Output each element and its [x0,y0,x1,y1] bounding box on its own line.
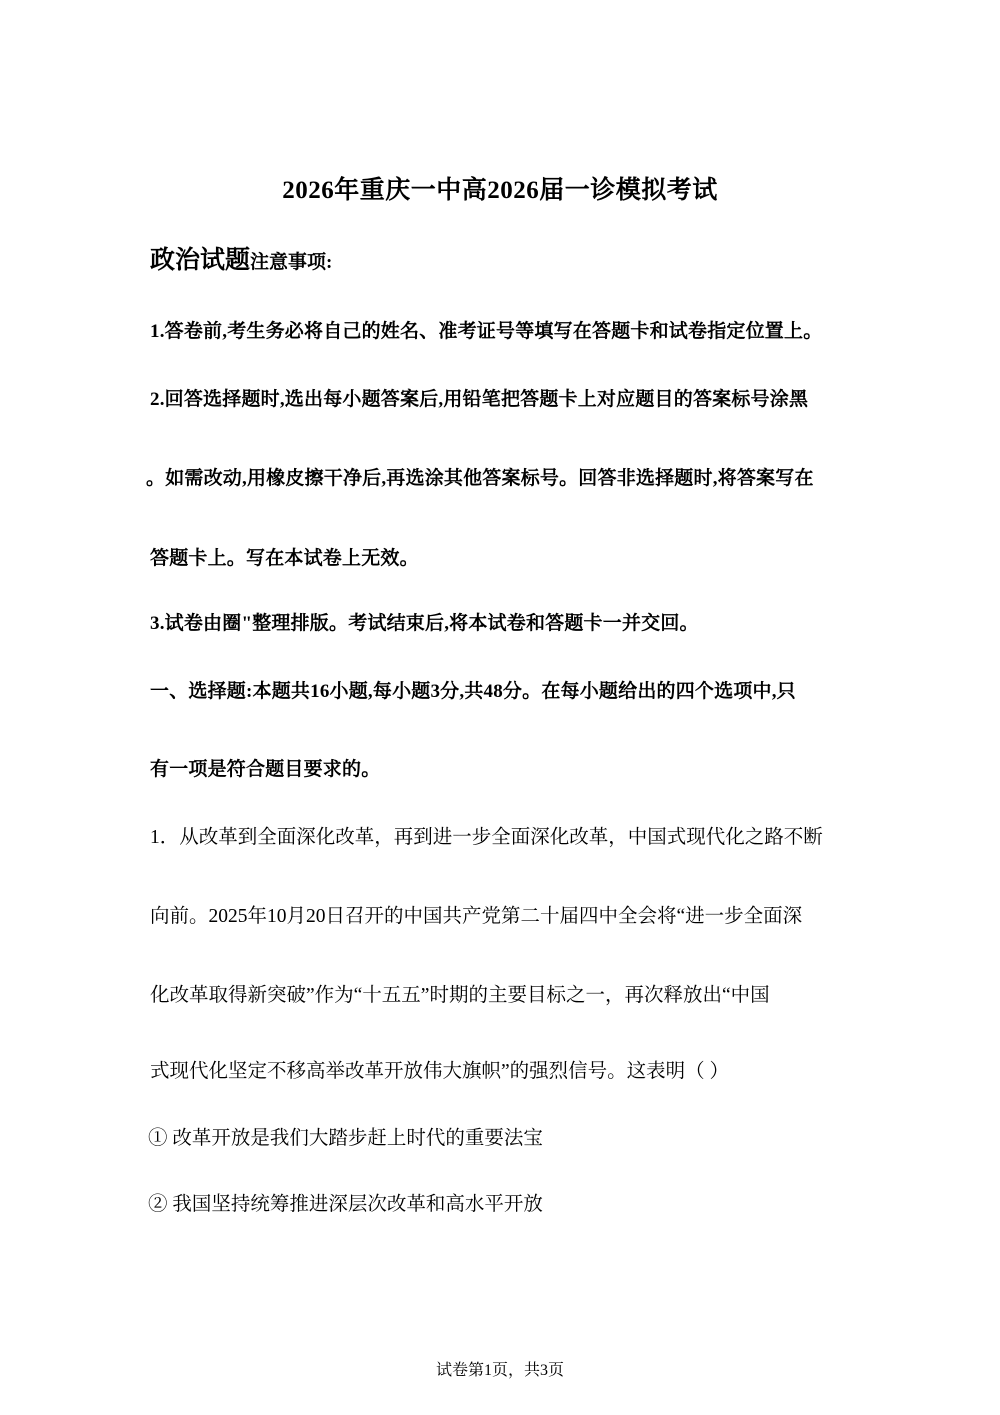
question-1-line-3: 化改革取得新突破”作为“十五五”时期的主要目标之一，再次释放出“中国 [150,985,770,1006]
question-1-line-1: 1．从改革到全面深化改革，再到进一步全面深化改革，中国式现代化之路不断 [150,827,823,848]
page-footer: 试卷第1页，共3页 [435,1362,564,1379]
option-2: ② 我国坚持统筹推进深层次改革和高水平开放 [148,1194,543,1215]
notice-1: 1.答卷前,考生务必将自己的姓名、准考证号等填写在答题卡和试卷指定位置上。 [150,321,823,342]
notes-heading: 注意事项: [250,252,333,273]
subject-row [150,240,332,276]
option-1: ① 改革开放是我们大踏步赶上时代的重要法宝 [148,1128,543,1149]
notice-2-continued: 。如需改动,用橡皮擦干净后,再选涂其他答案标号。回答非选择题时,将答案写在 [146,468,814,489]
section-heading-end: 有一项是符合题目要求的。 [150,759,381,780]
notice-3: 3.试卷由圈"整理排版。考试结束后,将本试卷和答题卡一并交回。 [150,613,699,634]
document-title: 2026年重庆一中高2026届一诊模拟考试 [282,177,718,204]
notice-2: 2.回答选择题时,选出每小题答案后,用铅笔把答题卡上对应题目的答案标号涂黑 [150,389,809,410]
subject-title: 政治试题 [150,247,251,274]
question-1-line-4: 式现代化坚定不移高举改革开放伟大旗帜”的强烈信号。这表明（ ） [150,1061,730,1082]
section-heading: 一、选择题:本题共16小题,每小题3分,共48分。在每小题给出的四个选项中,只 [150,681,796,702]
notice-2-end: 答题卡上。写在本试卷上无效。 [150,548,419,569]
question-1-line-2: 向前。2025年10月20日召开的中国共产党第二十届四中全会将“进一步全面深 [150,906,803,927]
